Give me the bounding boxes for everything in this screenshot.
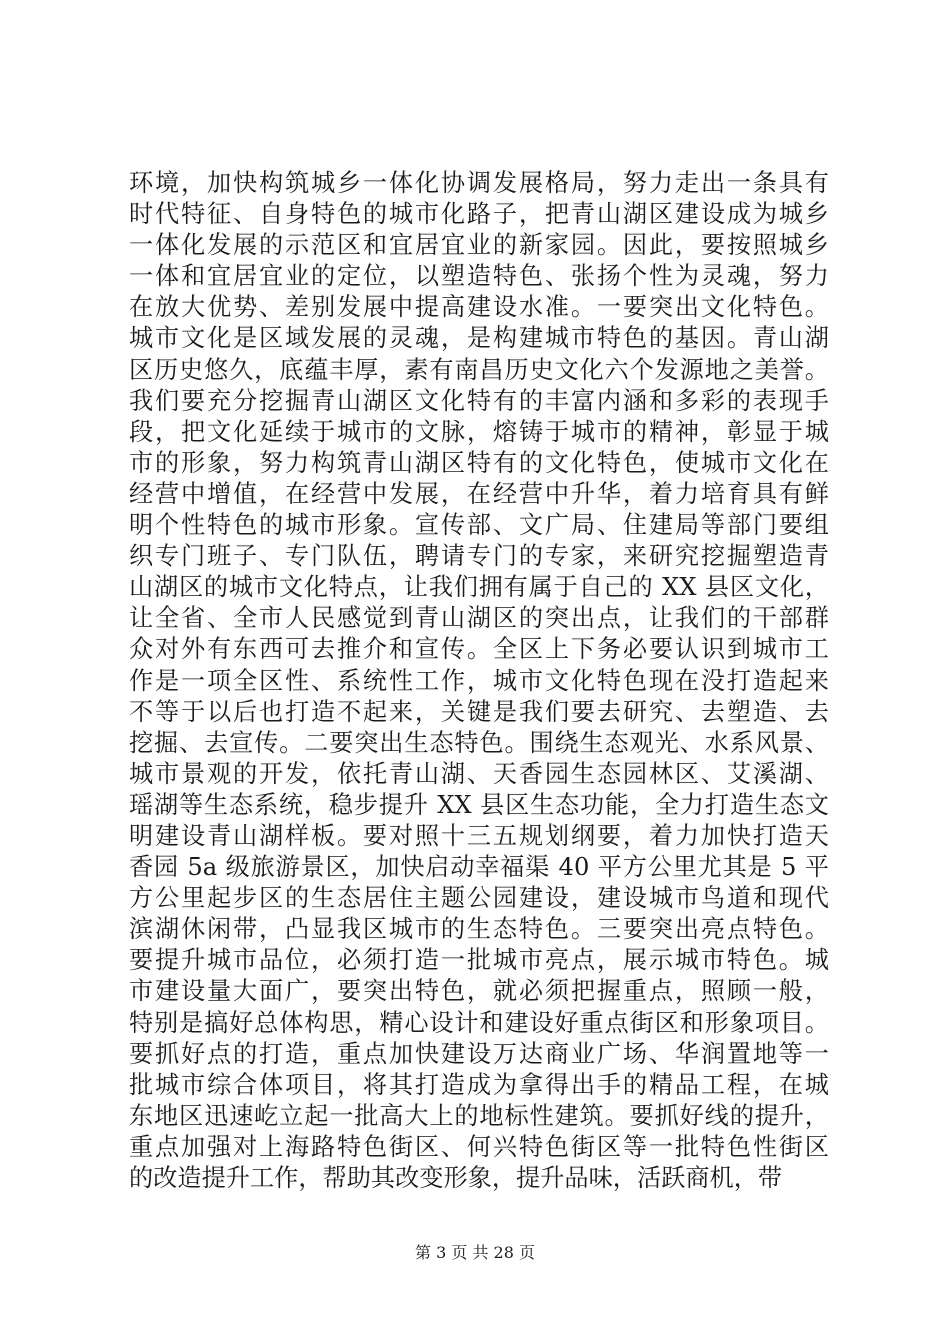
text-line: 作是一项全区性、系统性工作，城市文化特色现在没打造起来	[129, 666, 829, 695]
text-line: 山湖区的城市文化特点，让我们拥有属于自己的 XX 县区文化，	[129, 573, 829, 602]
text-line: 让全省、全市人民感觉到青山湖区的突出点，让我们的干部群	[129, 604, 829, 633]
text-line: 在放大优势、差别发展中提高建设水准。一要突出文化特色。	[129, 293, 829, 322]
text-line: 挖掘、去宣传。二要突出生态特色。围绕生态观光、水系风景、	[129, 728, 829, 757]
text-line: 的改造提升工作，帮助其改变形象，提升品味，活跃商机，带	[129, 1164, 783, 1192]
text-line: 方公里起步区的生态居住主题公园建设，建设城市鸟道和现代	[129, 884, 829, 913]
text-line: 不等于以后也打造不起来，关键是我们要去研究、去塑造、去	[129, 697, 829, 726]
text-line: 要抓好点的打造，重点加快建设万达商业广场、华润置地等一	[129, 1039, 829, 1068]
page-footer	[0, 1242, 950, 1264]
text-line: 段，把文化延续于城市的文脉，熔铸于城市的精神，彰显于城	[129, 417, 829, 446]
text-line: 市的形象，努力构筑青山湖区特有的文化特色，使城市文化在	[129, 448, 829, 477]
text-line: 特别是搞好总体构思，精心设计和建设好重点街区和形象项目。	[129, 1008, 829, 1037]
text-line: 要提升城市品位，必须打造一批城市亮点，展示城市特色。城	[129, 946, 829, 975]
text-line: 香园 5a 级旅游景区，加快启动幸福渠 40 平方公里尤其是 5 平	[129, 853, 829, 882]
text-line: 滨湖休闲带，凸显我区城市的生态特色。三要突出亮点特色。	[129, 915, 829, 944]
text-line: 明建设青山湖样板。要对照十三五规划纲要，着力加快打造天	[129, 821, 829, 850]
page-indicator: 第 3 页 共 28 页	[415, 1243, 535, 1262]
text-line: 城市景观的开发，依托青山湖、天香园生态园林区、艾溪湖、	[129, 759, 829, 788]
text-line: 瑶湖等生态系统，稳步提升 XX 县区生态功能，全力打造生态文	[129, 790, 829, 819]
text-line: 区历史悠久，底蕴丰厚，素有南昌历史文化六个发源地之美誉。	[129, 355, 829, 384]
text-line: 重点加强对上海路特色街区、何兴特色街区等一批特色性街区	[129, 1132, 829, 1161]
text-line: 时代特征、自身特色的城市化路子，把青山湖区建设成为城乡	[129, 200, 829, 229]
text-line: 环境，加快构筑城乡一体化协调发展格局，努力走出一条具有	[129, 169, 829, 197]
text-line: 城市文化是区域发展的灵魂，是构建城市特色的基因。青山湖	[129, 324, 829, 353]
text-line: 我们要充分挖掘青山湖区文化特有的丰富内涵和多彩的表现手	[129, 386, 829, 415]
body-text	[129, 168, 829, 1194]
text-line: 织专门班子、专门队伍，聘请专门的专家，来研究挖掘塑造青	[129, 542, 829, 571]
text-line: 一体和宜居宜业的定位，以塑造特色、张扬个性为灵魂，努力	[129, 262, 829, 291]
text-line: 东地区迅速屹立起一批高大上的地标性建筑。要抓好线的提升，	[129, 1101, 829, 1130]
text-line: 市建设量大面广，要突出特色，就必须把握重点，照顾一般，	[129, 977, 829, 1006]
text-line: 明个性特色的城市形象。宣传部、文广局、住建局等部门要组	[129, 511, 829, 540]
text-line: 经营中增值，在经营中发展，在经营中升华，着力培育具有鲜	[129, 479, 829, 508]
text-line: 一体化发展的示范区和宜居宜业的新家园。因此，要按照城乡	[129, 231, 829, 260]
text-line: 批城市综合体项目，将其打造成为拿得出手的精品工程，在城	[129, 1070, 829, 1099]
text-line: 众对外有东西可去推介和宣传。全区上下务必要认识到城市工	[129, 635, 829, 664]
